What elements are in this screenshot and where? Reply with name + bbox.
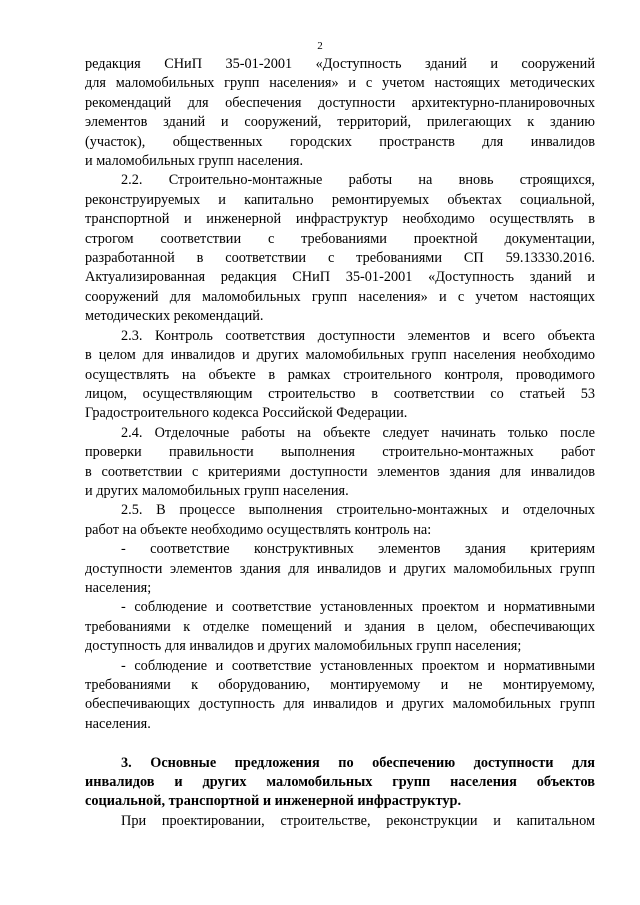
text-line: и других маломобильных групп населения. bbox=[85, 482, 349, 499]
text-line: Градостроительного кодекса Российской Федерации. bbox=[85, 405, 408, 422]
page-number: 2 bbox=[317, 40, 323, 52]
list-item: - соответствие конструктивных элементов здания критериям bbox=[121, 541, 595, 558]
text-line: сооружений для маломобильных групп населения» и с учетом настоящих bbox=[85, 288, 595, 305]
text-line: требованиями к отделке помещений и здания в целом, обеспечивающих bbox=[85, 618, 595, 635]
section-heading-line: инвалидов и других маломобильных групп населения объектов bbox=[85, 774, 595, 791]
text-line: населения; bbox=[85, 579, 152, 596]
text-line: в соответствии с критериями доступности элементов здания для инвалидов bbox=[85, 463, 595, 480]
blank-line bbox=[85, 734, 595, 753]
text-line: осуществлять на объекте в рамках строительного контроля, проводимого bbox=[85, 366, 595, 383]
text-line: обеспечивающих доступность для инвалидов и других маломобильных групп bbox=[85, 696, 595, 713]
text-line: элементов зданий и сооружений, территорий, прилегающих к зданию bbox=[85, 114, 595, 131]
section-heading: 3. Основные предложения по обеспечению доступности для bbox=[121, 754, 595, 771]
text-line: Актуализированная редакция СНиП 35-01-2001 «Доступность зданий и bbox=[85, 269, 595, 286]
paragraph-2-5: 2.5. В процессе выполнения строительно-монтажных и отделочных bbox=[121, 502, 595, 519]
text-line: реконструируемых и капитально ремонтируемых объектах социальной, bbox=[85, 191, 595, 208]
text-line: населения. bbox=[85, 715, 151, 732]
text-line: лицом, осуществляющим строительство в соответствии со статьей 53 bbox=[85, 385, 595, 402]
text-line: проверки правильности выполнения строительно-монтажных работ bbox=[85, 444, 595, 461]
text-line: транспортной и инженерной инфраструктур необходимо осуществлять в bbox=[85, 211, 595, 228]
paragraph-2-3: 2.3. Контроль соответствия доступности элементов и всего объекта bbox=[121, 327, 595, 344]
document-body bbox=[85, 55, 595, 831]
text-line: и маломобильных групп населения. bbox=[85, 153, 304, 170]
text-line: разработанной в соответствии с требованиями СП 59.13330.2016. bbox=[85, 250, 595, 267]
section-heading-line: социальной, транспортной и инженерной инфраструктур. bbox=[85, 793, 462, 810]
paragraph-2-2: 2.2. Строительно-монтажные работы на вновь строящихся, bbox=[121, 172, 595, 189]
text-line: работ на объекте необходимо осуществлять контроль на: bbox=[85, 521, 432, 538]
text-line: строгом соответствии с требованиями проектной документации, bbox=[85, 230, 595, 247]
text-line: для маломобильных групп населения» и с учетом настоящих методических bbox=[85, 75, 595, 92]
list-item: - соблюдение и соответствие установленных проектом и нормативными bbox=[121, 599, 595, 616]
text-line: методических рекомендаций. bbox=[85, 308, 264, 325]
text-line: рекомендаций для обеспечения доступности архитектурно-планировочных bbox=[85, 94, 595, 111]
text-line: требованиями к оборудованию, монтируемому и не монтируемому, bbox=[85, 677, 595, 693]
text-line: редакция СНиП 35-01-2001 «Доступность зданий и сооружений bbox=[85, 56, 595, 72]
text-line: (участок), общественных городских пространств для инвалидов bbox=[85, 133, 595, 150]
text-line: доступности элементов здания для инвалидов и других маломобильных групп bbox=[85, 560, 595, 577]
text-line: в целом для инвалидов и других маломобильных групп населения необходимо bbox=[85, 347, 595, 364]
list-item: - соблюдение и соответствие установленных проектом и нормативными bbox=[121, 657, 595, 674]
paragraph: При проектировании, строительстве, реконструкции и капитальном bbox=[121, 812, 595, 829]
paragraph-2-4: 2.4. Отделочные работы на объекте следует начинать только после bbox=[121, 424, 595, 441]
text-line: доступность для инвалидов и других маломобильных групп населения; bbox=[85, 638, 522, 655]
